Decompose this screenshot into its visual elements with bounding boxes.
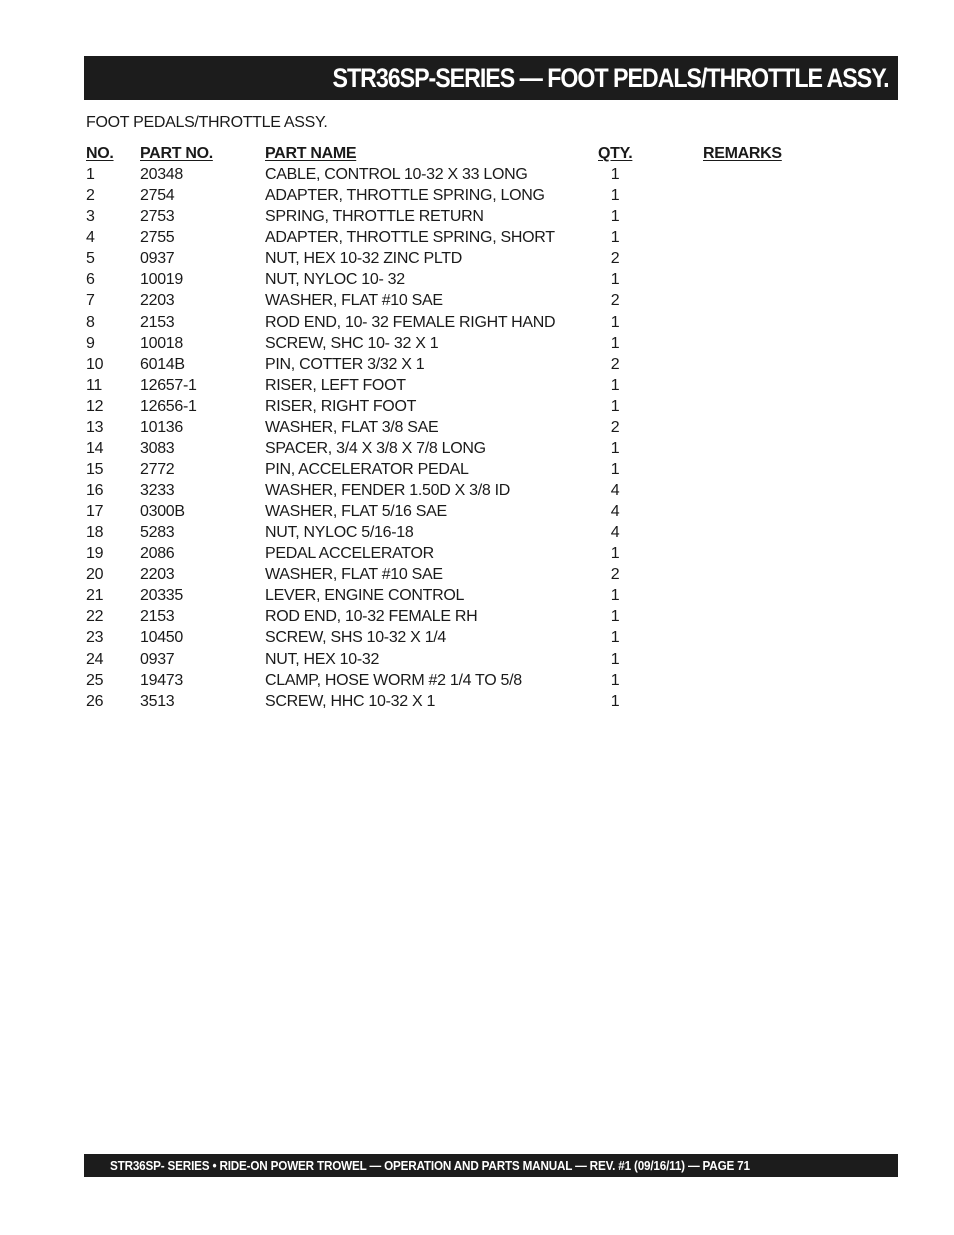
table-row — [86, 585, 806, 606]
cell-part-name: RISER, RIGHT FOOT — [265, 397, 417, 415]
cell-part-name: ROD END, 10- 32 FEMALE RIGHT HAND — [265, 313, 556, 331]
cell-qty: 1 — [610, 692, 620, 710]
column-header-part-no: PART NO. — [140, 145, 213, 162]
cell-part-name: WASHER, FLAT 3/8 SAE — [265, 418, 439, 436]
cell-no: 19 — [86, 545, 104, 563]
cell-part-no: 3083 — [140, 439, 175, 457]
cell-no: 7 — [86, 292, 95, 310]
cell-qty: 1 — [610, 587, 620, 605]
cell-qty: 2 — [610, 418, 620, 436]
table-body — [86, 164, 806, 712]
cell-part-no: 10450 — [140, 629, 183, 647]
cell-part-name: SCREW, SHC 10- 32 X 1 — [265, 334, 439, 352]
cell-part-no: 12657-1 — [140, 376, 197, 394]
table-row — [86, 206, 806, 227]
cell-no: 15 — [86, 460, 104, 478]
cell-qty: 1 — [610, 166, 620, 184]
cell-part-no: 2753 — [140, 208, 175, 226]
table-row — [86, 354, 806, 375]
cell-no: 6 — [86, 271, 95, 289]
cell-part-no: 10019 — [140, 271, 183, 289]
cell-qty: 4 — [610, 524, 620, 542]
cell-no: 14 — [86, 439, 104, 457]
cell-part-name: SPRING, THROTTLE RETURN — [265, 208, 484, 226]
cell-part-name: RISER, LEFT FOOT — [265, 376, 406, 394]
cell-no: 4 — [86, 229, 95, 247]
table-row — [86, 185, 806, 206]
cell-qty: 1 — [610, 208, 620, 226]
cell-part-no: 20348 — [140, 166, 183, 184]
table-row — [86, 543, 806, 564]
cell-part-name: WASHER, FENDER 1.50D X 3/8 ID — [265, 482, 510, 499]
cell-part-no: 2086 — [140, 545, 175, 563]
cell-part-no: 3513 — [140, 692, 175, 710]
cell-part-name: SCREW, HHC 10-32 X 1 — [265, 692, 436, 710]
cell-qty: 1 — [610, 545, 620, 563]
cell-no: 12 — [86, 397, 104, 415]
cell-qty: 2 — [610, 355, 620, 373]
table-row — [86, 564, 806, 585]
cell-no: 16 — [86, 482, 104, 499]
cell-part-name: ADAPTER, THROTTLE SPRING, LONG — [265, 187, 545, 205]
cell-part-name: WASHER, FLAT #10 SAE — [265, 292, 443, 310]
parts-table — [86, 143, 806, 712]
table-row — [86, 248, 806, 269]
cell-part-name: NUT, HEX 10-32 — [265, 650, 380, 668]
cell-qty: 4 — [610, 482, 620, 499]
table-row — [86, 269, 806, 290]
cell-part-no: 2153 — [140, 608, 175, 626]
table-row — [86, 375, 806, 396]
cell-qty: 1 — [610, 608, 620, 626]
cell-part-name: NUT, HEX 10-32 ZINC PLTD — [265, 250, 462, 268]
cell-qty: 2 — [610, 566, 620, 584]
cell-no: 22 — [86, 608, 104, 626]
cell-part-name: ADAPTER, THROTTLE SPRING, SHORT — [265, 229, 555, 247]
cell-part-no: 2153 — [140, 313, 175, 331]
cell-qty: 1 — [610, 629, 620, 647]
cell-qty: 1 — [610, 397, 620, 415]
cell-qty: 1 — [610, 460, 620, 478]
cell-qty: 4 — [610, 503, 620, 521]
cell-part-no: 12656-1 — [140, 397, 197, 415]
cell-part-name: SPACER, 3/4 X 3/8 X 7/8 LONG — [265, 439, 486, 457]
cell-part-no: 2203 — [140, 292, 175, 310]
cell-no: 5 — [86, 250, 95, 268]
cell-no: 21 — [86, 587, 104, 605]
cell-part-no: 6014B — [140, 355, 185, 373]
table-row — [86, 501, 806, 522]
cell-qty: 2 — [610, 292, 620, 310]
cell-part-no: 10136 — [140, 418, 183, 436]
table-row — [86, 290, 806, 311]
cell-no: 13 — [86, 418, 104, 436]
cell-part-name: PIN, ACCELERATOR PEDAL — [265, 460, 469, 478]
cell-no: 24 — [86, 650, 104, 668]
table-row — [86, 459, 806, 480]
page-footer: STR36SP- SERIES • RIDE-ON POWER TROWEL — OPERATION AND PARTS MANUAL — REV. #1 (09/16/11) — PAGE 71 — [110, 1158, 750, 1173]
page-title: STR36SP-SERIES — FOOT PEDALS/THROTTLE ASSY. — [332, 63, 888, 93]
cell-part-no: 20335 — [140, 587, 183, 605]
cell-part-no: 2772 — [140, 460, 175, 478]
table-row — [86, 606, 806, 627]
table-row — [86, 333, 806, 354]
cell-no: 10 — [86, 355, 104, 373]
cell-part-name: CLAMP, HOSE WORM #2 1/4 TO 5/8 — [265, 671, 522, 689]
cell-qty: 1 — [610, 271, 620, 289]
column-header-no: NO. — [86, 145, 114, 162]
table-row — [86, 227, 806, 248]
cell-no: 17 — [86, 503, 104, 521]
cell-part-name: LEVER, ENGINE CONTROL — [265, 587, 465, 605]
cell-qty: 1 — [610, 187, 620, 205]
cell-part-no: 0937 — [140, 650, 175, 668]
cell-part-no: 2755 — [140, 229, 175, 247]
cell-no: 1 — [86, 166, 95, 184]
table-row — [86, 164, 806, 185]
cell-part-no: 3233 — [140, 482, 175, 499]
column-header-part-name: PART NAME — [265, 145, 357, 162]
table-row — [86, 438, 806, 459]
cell-part-no: 5283 — [140, 524, 175, 542]
cell-part-no: 10018 — [140, 334, 183, 352]
cell-qty: 1 — [610, 313, 620, 331]
cell-no: 25 — [86, 671, 104, 689]
cell-qty: 1 — [610, 439, 620, 457]
section-label: FOOT PEDALS/THROTTLE ASSY. — [86, 114, 328, 131]
page-title-bar — [84, 56, 898, 100]
cell-part-name: NUT, NYLOC 10- 32 — [265, 271, 405, 289]
cell-part-no: 0300B — [140, 503, 185, 521]
cell-part-name: SCREW, SHS 10-32 X 1/4 — [265, 629, 447, 647]
cell-qty: 1 — [610, 650, 620, 668]
cell-no: 8 — [86, 313, 95, 331]
cell-qty: 1 — [610, 671, 620, 689]
cell-part-no: 0937 — [140, 250, 175, 268]
cell-no: 18 — [86, 524, 104, 542]
cell-no: 9 — [86, 334, 95, 352]
column-header-qty: QTY. — [598, 145, 633, 162]
cell-part-no: 2203 — [140, 566, 175, 584]
cell-no: 23 — [86, 629, 104, 647]
cell-part-name: PEDAL ACCELERATOR — [265, 545, 434, 563]
table-row — [86, 480, 806, 501]
table-row — [86, 312, 806, 333]
cell-no: 20 — [86, 566, 104, 584]
cell-no: 3 — [86, 208, 95, 226]
cell-part-no: 19473 — [140, 671, 183, 689]
cell-no: 26 — [86, 692, 104, 710]
table-row — [86, 691, 806, 712]
table-row — [86, 649, 806, 670]
cell-no: 2 — [86, 187, 95, 205]
table-row — [86, 627, 806, 648]
table-row — [86, 522, 806, 543]
cell-part-name: NUT, NYLOC 5/16-18 — [265, 524, 414, 542]
cell-part-name: PIN, COTTER 3/32 X 1 — [265, 355, 425, 373]
cell-part-name: WASHER, FLAT 5/16 SAE — [265, 503, 447, 521]
cell-part-name: WASHER, FLAT #10 SAE — [265, 566, 443, 584]
cell-qty: 1 — [610, 376, 620, 394]
column-header-remarks: REMARKS — [703, 145, 782, 162]
cell-part-name: CABLE, CONTROL 10-32 X 33 LONG — [265, 166, 528, 184]
page-footer-bar — [84, 1154, 898, 1177]
table-row — [86, 396, 806, 417]
table-row — [86, 417, 806, 438]
cell-no: 11 — [86, 376, 103, 394]
cell-qty: 1 — [610, 229, 620, 247]
table-row — [86, 670, 806, 691]
cell-part-no: 2754 — [140, 187, 175, 205]
cell-qty: 1 — [610, 334, 620, 352]
table-header-row — [86, 143, 806, 164]
cell-qty: 2 — [610, 250, 620, 268]
cell-part-name: ROD END, 10-32 FEMALE RH — [265, 608, 478, 626]
